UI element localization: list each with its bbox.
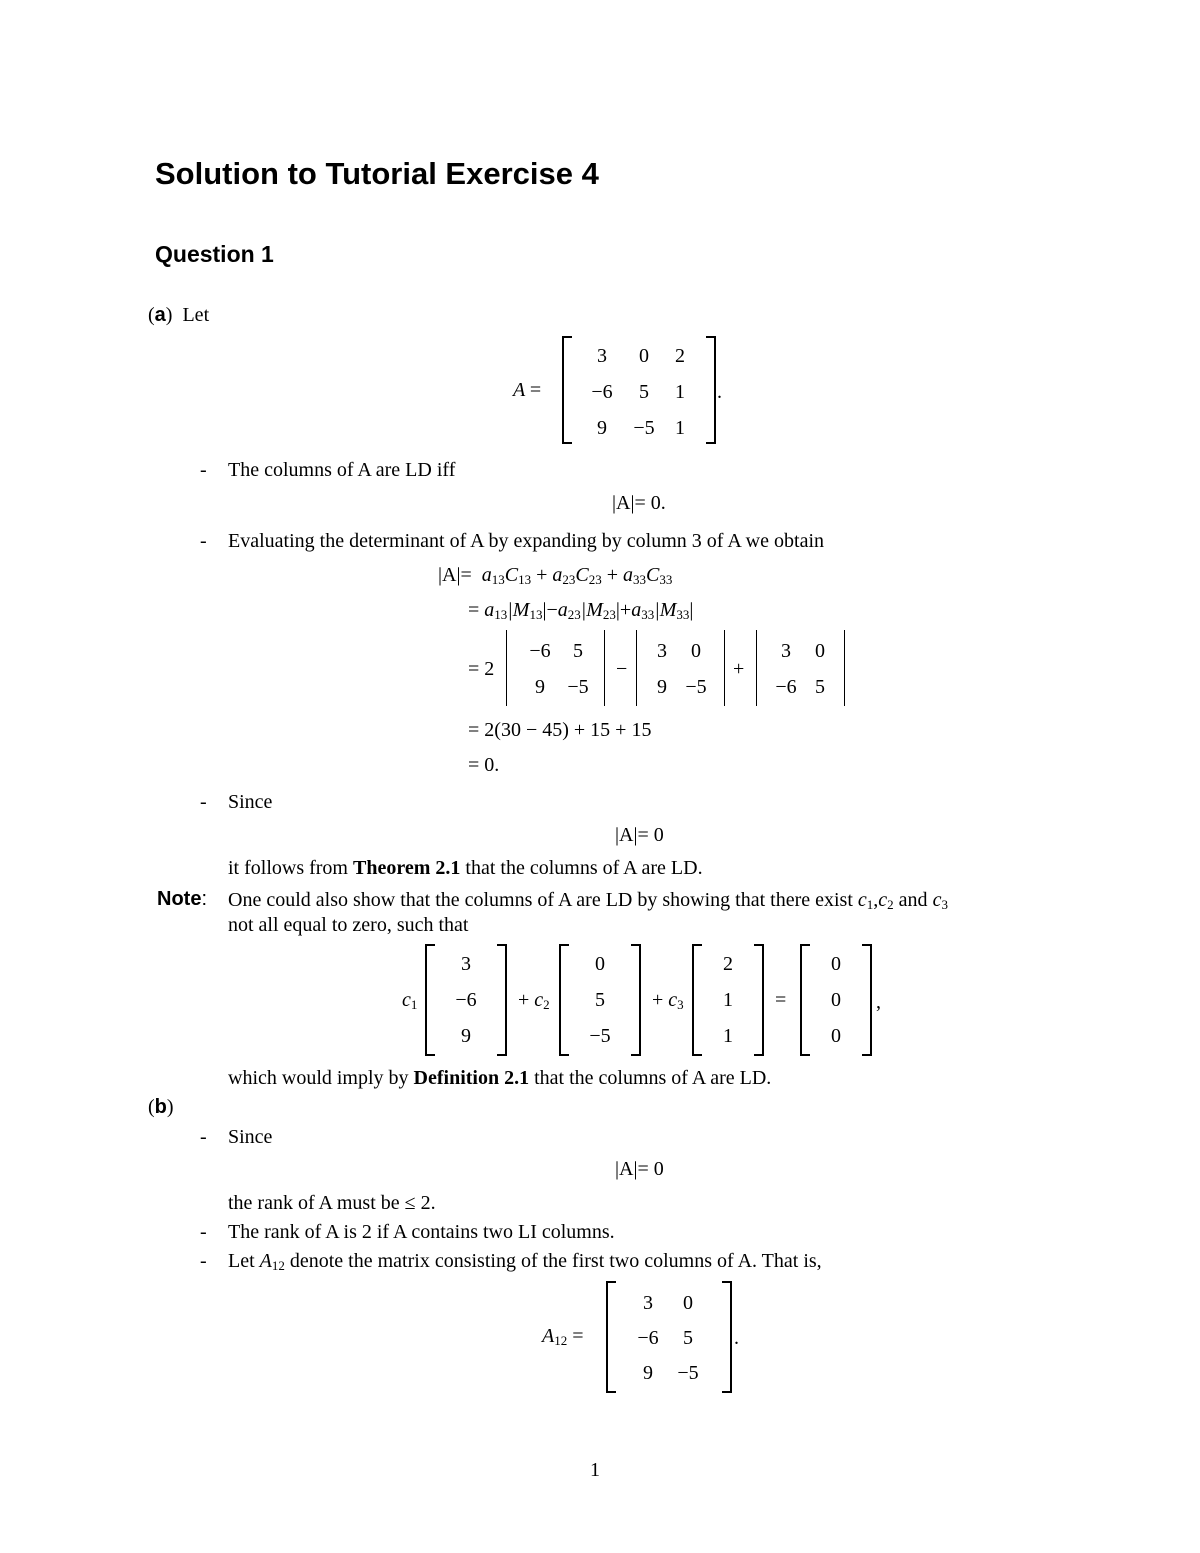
- matrix-cell: 1: [675, 417, 685, 439]
- bullet-evaluating: Evaluating the determinant of A by expanding by column 3 of A we obtain: [228, 530, 824, 552]
- expansion-line-4: = 2(30 − 45) + 15 + 15: [468, 719, 652, 741]
- matrix-cell: 5: [683, 1327, 693, 1349]
- minor-1: [506, 630, 606, 706]
- det-a-equation: |A|= 0.: [612, 492, 666, 514]
- coef-c3: + $c_3$: [652, 989, 684, 1012]
- det-a-equation-2: |A|= 0: [615, 824, 664, 846]
- minor-cell: −6: [529, 640, 551, 662]
- bullet-let-a12: Let $A_{12}$ denote the matrix consisting of the first two columns of A. That is,: [228, 1250, 822, 1273]
- minor-cell: −6: [775, 676, 797, 698]
- vector-cell: 1: [723, 1025, 733, 1047]
- matrix-a: [562, 336, 722, 444]
- coef-c1: $c_1$: [402, 989, 418, 1012]
- matrix-cell: −5: [633, 417, 655, 439]
- note-label: Note:: [157, 888, 208, 910]
- vector-cell: −6: [455, 989, 477, 1011]
- expansion-line-3-eq: = 2: [468, 658, 495, 680]
- minor-cell: 3: [781, 640, 791, 662]
- matrix-a12-period: .: [734, 1327, 739, 1349]
- minor-cell: −5: [685, 676, 707, 698]
- vector-cell: −5: [589, 1025, 611, 1047]
- page-title: Solution to Tutorial Exercise 4: [155, 156, 599, 191]
- minor-cell: 0: [691, 640, 701, 662]
- vector-cell: 0: [831, 953, 841, 975]
- minor-cell: 9: [535, 676, 545, 698]
- matrix-cell: −6: [637, 1327, 659, 1349]
- vector-2: [559, 944, 645, 1056]
- det-a-equation-b: |A|= 0: [615, 1158, 664, 1180]
- vector-cell: 3: [461, 953, 471, 975]
- minor-cell: 5: [573, 640, 583, 662]
- matrix-cell: 3: [643, 1292, 653, 1314]
- matrix-cell: 0: [639, 345, 649, 367]
- minus-sign: −: [616, 658, 628, 680]
- minor-3: [756, 630, 848, 706]
- vector-3: [692, 944, 768, 1056]
- bullet-since: Since: [228, 791, 273, 813]
- note-line-1: One could also show that the columns of A are LD by showing that there exist $c_1,c_2$ and $c_3$: [228, 889, 948, 912]
- vector-1: [425, 944, 511, 1056]
- part-b-label: (b): [148, 1096, 174, 1118]
- vector-cell: 5: [595, 989, 605, 1011]
- matrix-cell: 0: [683, 1292, 693, 1314]
- equals-sign: =: [775, 989, 787, 1011]
- note-line-2: not all equal to zero, such that: [228, 914, 469, 936]
- matrix-cell: 9: [597, 417, 607, 439]
- vector-zero: [800, 944, 876, 1056]
- dash: -: [200, 1250, 207, 1272]
- bullet-rank-two: The rank of A is 2 if A contains two LI columns.: [228, 1221, 615, 1243]
- vector-cell: 1: [723, 989, 733, 1011]
- matrix-cell: 9: [643, 1362, 653, 1384]
- dash: -: [200, 530, 207, 552]
- matrix-cell: 1: [675, 381, 685, 403]
- expansion-line-2: = $a_{13}|M_{13}|-a_{23}|M_{23}|+a_{33}|M_{33}|$: [468, 599, 694, 622]
- coef-c2: + $c_2$: [518, 989, 550, 1012]
- minor-cell: 5: [815, 676, 825, 698]
- matrix-cell: −5: [677, 1362, 699, 1384]
- matrix-cell: 2: [675, 345, 685, 367]
- dash: -: [200, 791, 207, 813]
- page-number: 1: [590, 1459, 600, 1481]
- matrix-a12-name: $A_{12}$ =: [542, 1325, 584, 1348]
- minor-cell: −5: [567, 676, 589, 698]
- matrix-a-period: .: [717, 381, 722, 403]
- dash: -: [200, 1126, 207, 1148]
- expansion-line-1: $|A|= a_{13}C_{13} + a_{23}C_{23} + a_{33}C_{33}$: [438, 564, 673, 587]
- vector-cell: 2: [723, 953, 733, 975]
- imply-definition: which would imply by Definition 2.1 that the columns of A are LD.: [228, 1067, 772, 1089]
- follows-theorem: it follows from Theorem 2.1 that the columns of A are LD.: [228, 857, 703, 879]
- matrix-a-name: A =: [513, 379, 542, 401]
- dash: -: [200, 459, 207, 481]
- rank-bound: the rank of A must be ≤ 2.: [228, 1192, 436, 1214]
- minor-cell: 9: [657, 676, 667, 698]
- minor-2: [636, 630, 726, 706]
- bullet-columns-ld: The columns of A are LD iff: [228, 459, 456, 481]
- minor-cell: 3: [657, 640, 667, 662]
- matrix-a12: [606, 1281, 738, 1393]
- vector-cell: 0: [831, 989, 841, 1011]
- matrix-cell: −6: [591, 381, 613, 403]
- vector-eq-comma: ,: [876, 991, 881, 1013]
- plus-sign: +: [733, 658, 745, 680]
- vector-cell: 9: [461, 1025, 471, 1047]
- expansion-line-5: = 0.: [468, 754, 500, 776]
- question-heading: Question 1: [155, 241, 274, 267]
- matrix-cell: 5: [639, 381, 649, 403]
- bullet-b-since: Since: [228, 1126, 273, 1148]
- matrix-cell: 3: [597, 345, 607, 367]
- vector-cell: 0: [595, 953, 605, 975]
- minor-cell: 0: [815, 640, 825, 662]
- vector-cell: 0: [831, 1025, 841, 1047]
- dash: -: [200, 1221, 207, 1243]
- part-a-label: (a) Let: [148, 304, 210, 326]
